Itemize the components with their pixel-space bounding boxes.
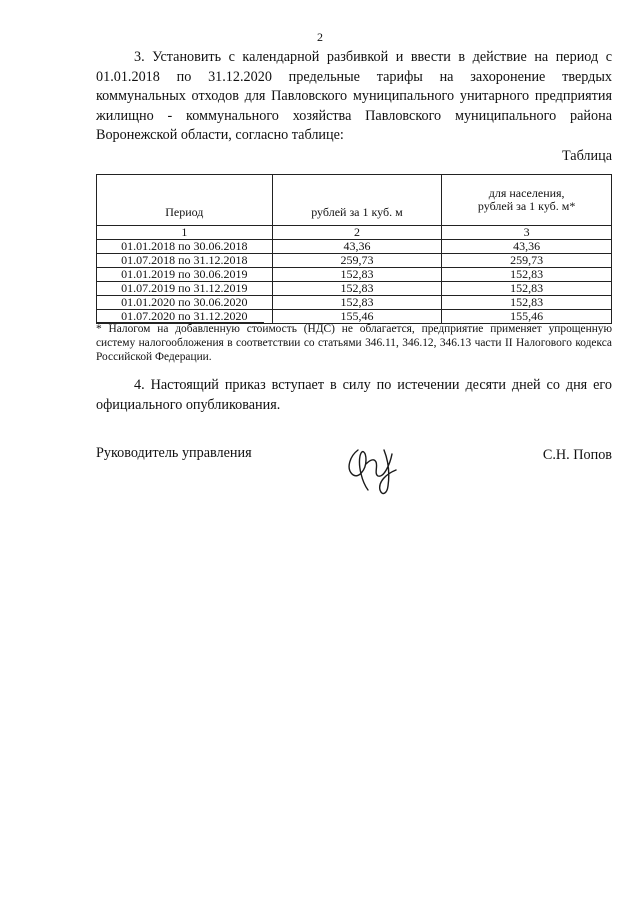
cell-period: 01.01.2019 по 30.06.2019 [97,268,273,282]
cell-period: 01.07.2019 по 31.12.2019 [97,282,273,296]
cell-population: 152,83 [442,296,612,310]
column-number: 3 [442,226,612,240]
handwritten-signature [336,420,414,498]
cell-rate: 152,83 [272,282,442,296]
paragraph-4-text: 4. Настоящий приказ вступает в силу по истечении десяти дней со дня его официального опубликования. [96,377,612,413]
column-number: 2 [272,226,442,240]
footnote: * Налогом на добавленную стоимость (НДС) не облагается, предприятие применяет упрощенную систему налогообложения в соответствии со статьями 346.11, 346.12, 346.13 части II Налогового кодекса Российской Федерации. [96,323,612,363]
cell-population: 155,46 [442,310,612,324]
header-population [442,175,612,226]
cell-population: 152,83 [442,282,612,296]
table-row [97,240,612,254]
cell-population: 259,73 [442,254,612,268]
header-population-line2: рублей за 1 куб. м* [477,199,576,213]
cell-period: 01.07.2020 по 31.12.2020 [97,310,273,324]
cell-rate: 152,83 [272,268,442,282]
signatory-title: Руководитель управления [96,445,252,461]
cell-rate: 43,36 [272,240,442,254]
cell-rate: 259,73 [272,254,442,268]
cell-population: 152,83 [442,268,612,282]
table-label: Таблица [561,148,612,164]
column-number: 1 [97,226,273,240]
header-rubles: рублей за 1 куб. м [272,175,442,226]
cell-population: 43,36 [442,240,612,254]
header-period: Период [97,175,273,226]
paragraph-3 [96,48,612,146]
page-number: 2 [317,30,323,44]
table-row [97,254,612,268]
cell-rate: 155,46 [272,310,442,324]
table-row [97,282,612,296]
cell-period: 01.01.2018 по 30.06.2018 [97,240,273,254]
cell-period: 01.01.2020 по 30.06.2020 [97,296,273,310]
paragraph-3-text: 3. Установить с календарной разбивкой и ввести в действие на период с 01.01.2018 по 31.12.2020 предельные тарифы на захоронение твердых коммунальных отходов для Павловского муниципального унитарного предприятия жилищно - коммунального хозяйства Павловского муниципального района Воронежской области, согласно таблице: [96,49,612,143]
table-row [97,296,612,310]
cell-rate: 152,83 [272,296,442,310]
table-row [97,268,612,282]
tariff-table [96,174,612,324]
table-column-numbers-row [97,226,612,240]
header-population-line1: для населения, [488,186,565,200]
paragraph-4 [96,376,612,415]
table-header-row [97,175,612,226]
cell-period: 01.07.2018 по 31.12.2018 [97,254,273,268]
signatory-name: С.Н. Попов [542,447,612,463]
